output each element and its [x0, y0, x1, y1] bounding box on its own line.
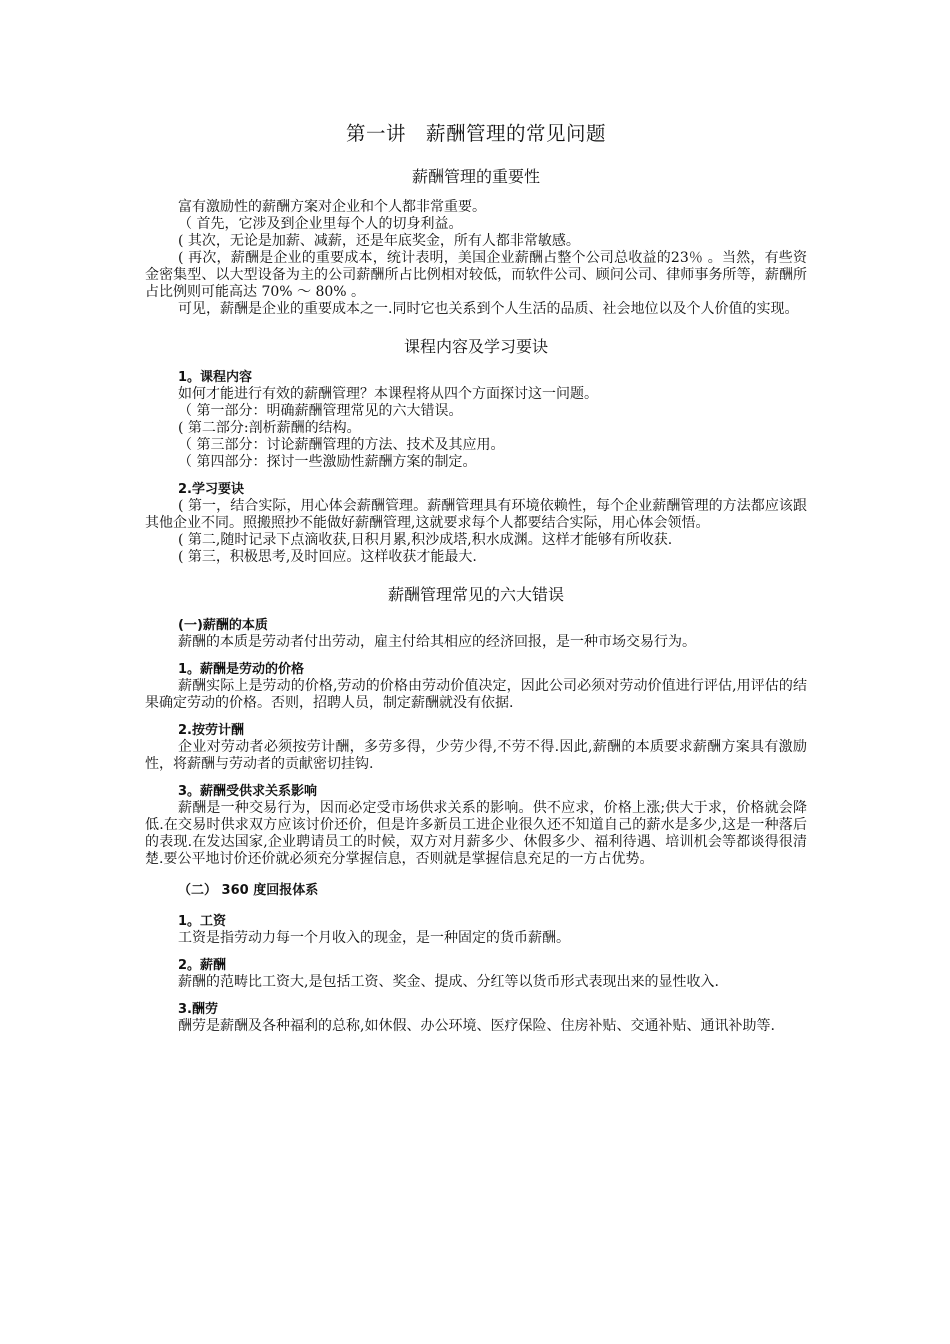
- section-heading-six-errors: 薪酬管理常见的六大错误: [387, 585, 564, 604]
- page-title: 第一讲 薪酬管理的常见问题: [345, 122, 606, 145]
- paragraph: ( 第一，结合实际，用心体会薪酬管理。薪酬管理具有环境依赖性，每个企业薪酬管理的方法都应该跟其他企业不同。照搬照抄不能做好薪酬管理,这就要求每个人都要结合实际，用心体会领悟。: [145, 498, 807, 531]
- paragraph: ( 第二部分:剖析薪酬的结构。: [178, 420, 361, 436]
- paragraph: （ 第一部分：明确薪酬管理常见的六大错误。: [178, 403, 463, 419]
- subheading-item: 3.酬劳: [178, 1002, 218, 1017]
- paragraph: 可见，薪酬是企业的重要成本之一.同时它也关系到个人生活的品质、社会地位以及个人价值的实现。: [178, 301, 799, 317]
- section-heading-importance: 薪酬管理的重要性: [411, 167, 540, 186]
- subheading-item: 2。薪酬: [178, 958, 227, 973]
- paragraph: 工资是指劳动力每一个月收入的现金，是一种固定的货币薪酬。: [178, 930, 570, 946]
- subheading-item: 2.按劳计酬: [178, 723, 244, 738]
- paragraph: 薪酬是一种交易行为，因而必定受市场供求关系的影响。供不应求，价格上涨;供大于求，价格就会降低.在交易时供求双方应该讨价还价，但是许多新员工进企业很久还不知道自己的薪水是多少,这是一种落后的表现.在发达国家,企业聘请员工的时候，双方对月薪多少、休假多少、福利待遇、培训机会等都谈得很清楚.要公平地讨价还价就必须充分掌握信息，否则就是掌握信息充足的一方占优势。: [145, 800, 807, 867]
- paragraph: （ 第四部分：探讨一些激励性薪酬方案的制定。: [178, 454, 477, 470]
- paragraph: 酬劳是薪酬及各种福利的总称,如休假、办公环境、医疗保险、住房补贴、交通补贴、通讯补助等.: [178, 1018, 775, 1034]
- subheading-part-two: （二） 360 度回报体系: [178, 883, 319, 898]
- subheading-item: 1。薪酬是劳动的价格: [178, 662, 305, 677]
- subheading-part-one: (一)薪酬的本质: [178, 618, 268, 633]
- section-heading-course: 课程内容及学习要诀: [403, 337, 548, 356]
- paragraph: ( 第三，积极思考,及时回应。这样收获才能最大.: [178, 549, 477, 565]
- subheading-study-tips: 2.学习要诀: [178, 482, 244, 497]
- document-page: [145, 118, 807, 1035]
- paragraph: 薪酬实际上是劳动的价格,劳动的价格由劳动价值决定，因此公司必须对劳动价值进行评估,用评估的结果确定劳动的价格。否则，招聘人员，制定薪酬就没有依据.: [145, 678, 807, 711]
- paragraph: ( 第二,随时记录下点滴收获,日积月累,积沙成塔,积水成渊。这样才能够有所收获.: [178, 532, 673, 548]
- paragraph: 企业对劳动者必须按劳计酬，多劳多得，少劳少得,不劳不得.因此,薪酬的本质要求薪酬方案具有激励性，将薪酬与劳动者的贡献密切挂钩.: [145, 739, 807, 772]
- subheading-item: 3。薪酬受供求关系影响: [178, 784, 318, 799]
- paragraph: 富有激励性的薪酬方案对企业和个人都非常重要。: [178, 199, 486, 215]
- paragraph: ( 再次，薪酬是企业的重要成本，统计表明，美国企业薪酬占整个公司总收益的23％ 。当然，有些资金密集型、以大型设备为主的公司薪酬所占比例相对较低，而软件公司、顾问公司、律师事务所等，薪酬所占比例则可能高达 70% ～ 80% 。: [145, 250, 807, 300]
- paragraph: 薪酬的范畴比工资大,是包括工资、奖金、提成、分红等以货币形式表现出来的显性收入.: [178, 974, 719, 990]
- paragraph: 薪酬的本质是劳动者付出劳动，雇主付给其相应的经济回报，是一种市场交易行为。: [178, 634, 696, 650]
- paragraph: 如何才能进行有效的薪酬管理？本课程将从四个方面探讨这一问题。: [178, 386, 598, 402]
- paragraph: （ 第三部分：讨论薪酬管理的方法、技术及其应用。: [178, 437, 505, 453]
- subheading-item: 1。工资: [178, 914, 227, 929]
- subheading-course-content: 1。课程内容: [178, 370, 253, 385]
- paragraph: （ 首先，它涉及到企业里每个人的切身利益。: [178, 216, 463, 232]
- paragraph: ( 其次，无论是加薪、减薪，还是年底奖金，所有人都非常敏感。: [178, 233, 580, 249]
